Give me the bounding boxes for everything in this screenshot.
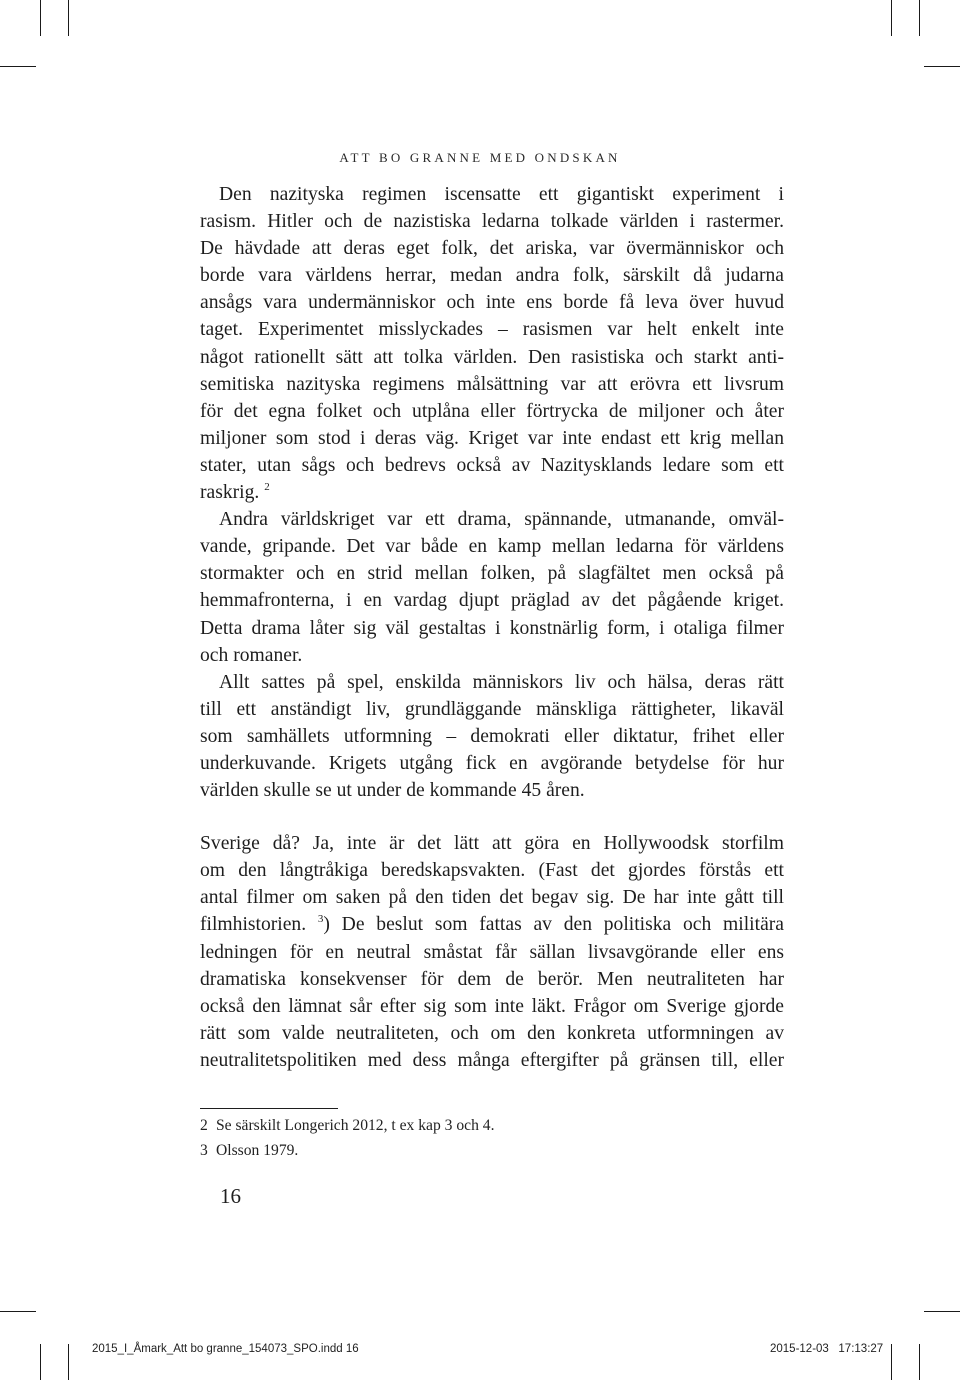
text-line [200,911,784,938]
page-number: 16 [220,1184,241,1208]
slug-file: 2015_I_Åmark_Att bo granne_154073_SPO.indd 16 [92,1343,359,1355]
text-line: ansågs vara undermänniskor och inte ens borde få leva över huvud [200,292,784,314]
crop-mark [919,1344,920,1380]
crop-mark [924,66,960,67]
text-line: om den långtråkiga beredskapsvakten. (Fast det gjordes förstås ett [200,860,784,882]
footnote-text: Se särskilt Longerich 2012, t ex kap 3 och 4. [216,1117,495,1134]
text-line: världen skulle se ut under de kommande 45 åren. [200,780,585,802]
text-line [200,479,784,506]
text-line: för det egna folket och utplåna eller förtrycka de miljoner och åter [200,400,784,422]
text-line: ledningen för en neutral småstat får sällan livsavgörande eller ens [200,941,784,963]
crop-mark [0,1311,36,1312]
section-break [200,804,784,830]
text-line: borde vara världens herrar, medan andra folk, särskilt då judarna [200,265,784,287]
footnote [200,1114,784,1139]
crop-mark [891,1344,892,1380]
running-head: ATT BO GRANNE MED ONDSKAN [339,150,621,165]
footnote-marker[interactable]: 2 [264,481,270,494]
text-line: miljoner som stod i deras väg. Kriget var inte endast ett krig mellan [200,427,784,449]
text-line: vande, gripande. Det var både en kamp mellan ledarna för världens [200,536,784,558]
crop-mark [891,0,892,36]
crop-mark [40,1344,41,1380]
footnote-number: 2 [200,1117,208,1134]
text-line: som samhällets utformning – demokrati eller diktatur, frihet eller [200,725,784,747]
text-line: något rationellt sätt att tolka världen. Den rasistiska och starkt anti- [200,346,784,368]
footnote-text: Olsson 1979. [216,1141,299,1159]
text-line: dramatiska konsekvenser för dem de berör. Men neutraliteten har [200,968,784,990]
text-line: rasism. Hitler och de nazistiska ledarna tolkade världen i rastermer. [200,211,784,233]
text-fragment: raskrig. [200,482,260,504]
slug-timestamp: 2015-12-03 17:13:27 [770,1343,884,1355]
crop-mark [40,0,41,36]
text-line: Den nazityska regimen iscensatte ett gigantiskt experiment i [219,184,784,205]
text-line: semitiska nazityska regimens målsättning var att erövra ett livsrum [200,373,784,395]
text-line: stater, utan sågs och bedrevs också av Nazitysklands ledare som ett [200,454,784,476]
text-line: och romaner. [200,644,303,666]
crop-mark [0,66,36,67]
text-line: Sverige då? Ja, inte är det lätt att göra en Hollywoodsk storfilm [200,833,784,855]
text-line: hemmafronterna, i en vardag djupt präglad av det pågående kriget. [200,590,784,612]
footnote-number: 3 [200,1141,208,1159]
text-line: De hävdade att deras eget folk, det ariska, var övermänniskor och [200,238,784,260]
text-line: till ett anständigt liv, grundläggande mänskliga rättigheter, likaväl [200,698,784,720]
text-line: Allt sattes på spel, enskilda människors liv och hälsa, deras rätt [219,671,784,693]
text-line: också den lämnat sår efter sig som inte läkt. Frågor om Sverige gjorde [200,995,784,1017]
crop-mark [68,0,69,36]
text-line: antal filmer om saken på den tiden det begav sig. De har inte gått till [200,887,784,909]
crop-mark [919,0,920,36]
text-fragment: filmhistorien. [200,914,307,936]
body-text [200,181,784,1074]
crop-mark [924,1311,960,1312]
text-line: Detta drama låter sig väl gestaltas i konstnärlig form, i otaliga filmer [200,617,784,639]
text-fragment: ) De beslut som fattas av den politiska och militära [323,914,784,936]
footnote-rule [200,1108,338,1109]
text-line: rätt som valde neutraliteten, och om den konkreta utformningen av [200,1022,784,1044]
text-line: taget. Experimentet misslyckades – rasismen var helt enkelt inte [200,319,784,341]
footnotes [200,1114,784,1163]
text-line: stormakter och en strid mellan folken, på slagfältet men också på [200,563,784,585]
footnote-marker[interactable]: 3 [317,913,324,926]
text-line: underkuvande. Krigets utgång fick en avgörande betydelse för hur [200,752,784,774]
text-line: neutralitetspolitiken med dess många eftergifter på gränsen till, eller [200,1049,784,1071]
text-line: Andra världskriget var ett drama, spännande, utmanande, omväl- [219,509,784,531]
crop-mark [68,1344,69,1380]
footnote [200,1139,784,1164]
